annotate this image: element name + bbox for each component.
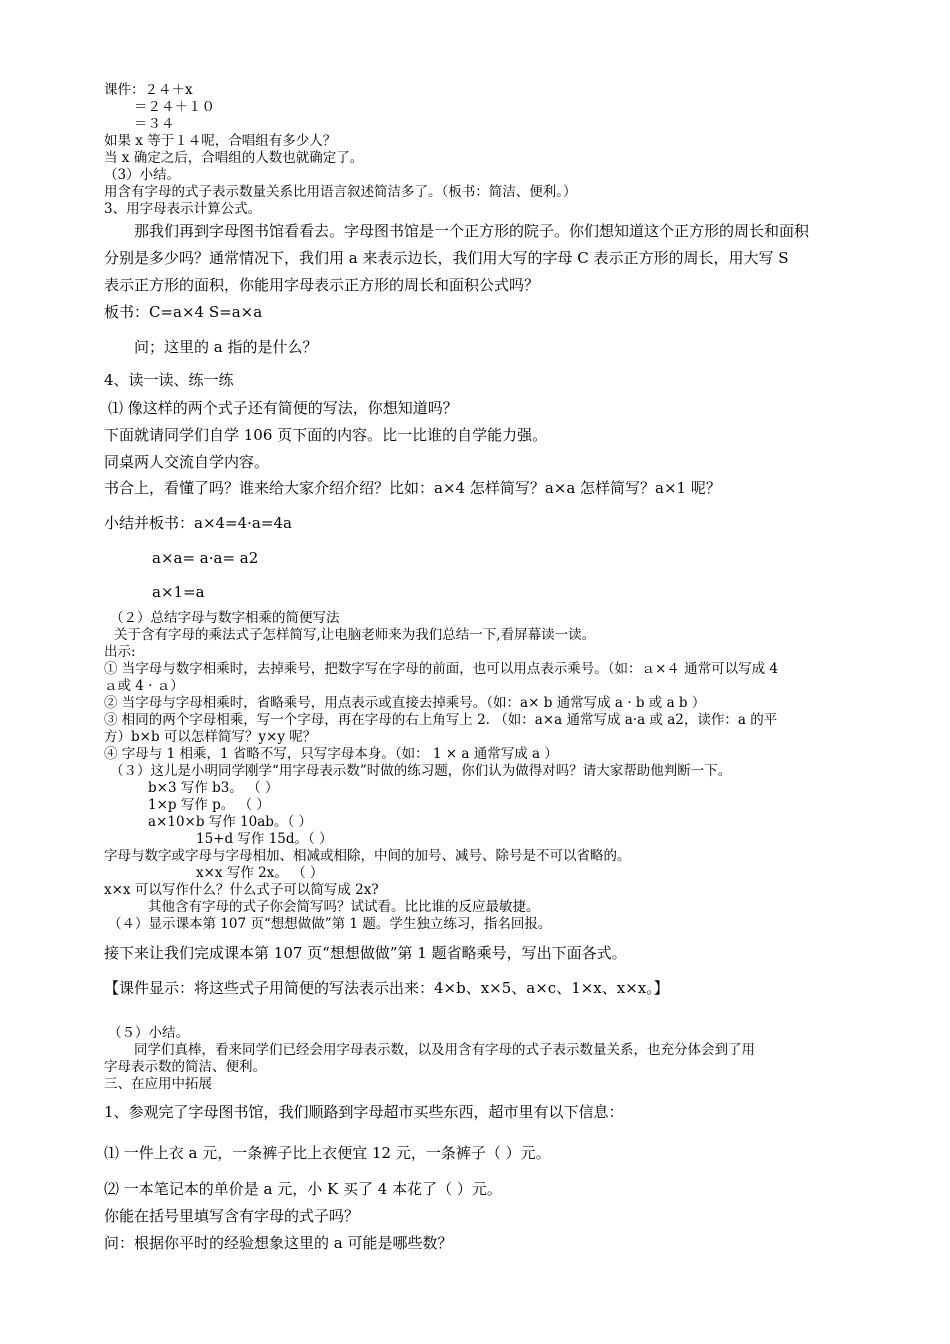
section-heading: 3、用字母表示计算公式。: [104, 201, 262, 217]
text-line: ⑴ 像这样的两个式子还有简便的写法，你想知道吗？: [108, 399, 458, 417]
text-line: 出示:: [104, 644, 136, 660]
text-line: 那我们再到字母图书馆看看去。字母图书馆是一个正方形的院子。你们想知道这个正方形的周长和面积: [134, 222, 810, 240]
text-line: ④ 字母与 1 相乘，1 省略不写，只写字母本身。（如： 1 × a 通常写成 a ）: [104, 746, 558, 762]
text-line: （４）显示课本第 107 页“想想做做”第 1 题。学生独立练习，指名回报。: [108, 916, 552, 932]
text-line: 同学们真棒，看来同学们已经会用字母表示数，以及用含有字母的式子表示数量关系，也充分体会到了用: [134, 1042, 755, 1058]
exercise-item: 1×p 写作 p。 （ ）: [148, 797, 270, 813]
text-line: ＝２４＋１０: [134, 99, 215, 115]
exercise-item: x×x 写作 2x。 （ ）: [196, 865, 324, 881]
text-line: （５）小结。: [108, 1025, 189, 1041]
text-line: 【课件显示：将这些式子用简便的写法表示出来：4×b、x×5、a×c、1×x、x×x。】: [104, 979, 669, 997]
text-line: 表示正方形的面积，你能用字母表示正方形的周长和面积公式吗？: [104, 276, 540, 294]
formula-line: a×a= a·a= a2: [152, 549, 259, 567]
formula-line: a×1=a: [152, 583, 205, 601]
exercise-item: a×10×b 写作 10ab。（ ）: [148, 814, 312, 830]
section-heading: 三、在应用中拓展: [104, 1076, 212, 1092]
text-line: x×x 可以写作什么？什么式子可以简写成 2x?: [104, 882, 379, 898]
formula-line: 小结并板书：a×4=4·a=4a: [104, 514, 292, 532]
text-line: 问：根据你平时的经验想象这里的 a 可能是哪些数？: [104, 1234, 453, 1252]
text-line: （3）小结。: [104, 167, 181, 183]
text-line: ① 当字母与数字相乘时，去掉乘号，把数字写在字母的前面，也可以用点表示乘号。（如：ａ×４ 通常可以写成 4: [104, 661, 779, 677]
text-line: 字母表示数的简洁、便利。: [104, 1059, 266, 1075]
text-line: ａ或 4 · ａ）: [104, 678, 184, 694]
text-line: 用含有字母的式子表示数量关系比用语言叙述简洁多了。（板书：简洁、便利。）: [104, 184, 577, 200]
exercise-item: 15+d 写作 15d。（ ）: [196, 831, 333, 847]
text-line: 问；这里的 a 指的是什么？: [134, 338, 318, 356]
text-line: 接下来让我们完成课本第 107 页“想想做做”第 1 题省略乘号，写出下面各式。: [104, 944, 627, 962]
exercise-item: b×3 写作 b3。 （ ）: [148, 780, 279, 796]
text-line: 关于含有字母的乘法式子怎样简写,让电脑老师来为我们总结一下,看屏幕读一读。: [114, 627, 596, 643]
text-line: 如果 x 等于１４呢，合唱组有多少人？: [104, 133, 337, 149]
text-line: 书合上，看懂了吗？谁来给大家介绍介绍？比如：a×4 怎样简写？a×a 怎样简写？a×1 呢？: [104, 479, 721, 497]
text-line: ＝３４: [134, 116, 175, 132]
text-line: 你能在括号里填写含有字母的式子吗？: [104, 1207, 360, 1225]
text-line: ⑴ 一件上衣 a 元，一条裤子比上衣便宜 12 元，一条裤子（ ）元。: [104, 1144, 551, 1162]
text-line: 字母与数字或字母与字母相加、相减或相除，中间的加号、减号、除号是不可以省略的。: [104, 848, 631, 864]
text-line: （３）这儿是小明同学刚学“用字母表示数”时做的练习题，你们认为做得对吗？请大家帮助他判断一下。: [110, 763, 732, 779]
text-line: 下面就请同学们自学 106 页下面的内容。比一比谁的自学能力强。: [104, 426, 548, 444]
text-line: 1、参观完了字母图书馆，我们顺路到字母超市买些东西，超市里有以下信息：: [104, 1103, 624, 1121]
formula-line: 板书：C=a×4 S=a×a: [104, 303, 263, 321]
text-line: （２）总结字母与数字相乘的简便写法: [110, 610, 340, 626]
text-line: ⑵ 一本笔记本的单价是 a 元，小 K 买了 4 本花了（ ）元。: [104, 1180, 502, 1198]
text-line: ③ 相同的两个字母相乘，写一个字母，再在字母的右上角写上 2. （如：a×a 通常写成 a·a 或 a2，读作：a 的平: [104, 712, 778, 728]
text-line: 方）b×b 可以怎样简写？y×y 呢？: [104, 729, 317, 745]
text-line: 分别是多少吗？通常情况下，我们用 a 来表示边长，我们用大写的字母 C 表示正方形的周长，用大写 S: [104, 249, 789, 267]
text-line: ② 当字母与字母相乘时，省略乘号，用点表示或直接去掉乘号。（如：a× b 通常写成 a · b 或 a b ）: [104, 695, 706, 711]
text-line: 当 x 确定之后，合唱组的人数也就确定了。: [104, 150, 364, 166]
text-line: 其他含有字母的式子你会简写吗？试试看。比比谁的反应最敏捷。: [148, 899, 540, 915]
text-line: 同桌两人交流自学内容。: [104, 453, 270, 471]
section-heading: 4、读一读、练一练: [104, 371, 234, 389]
text-line: 课件：２４＋x: [104, 82, 193, 98]
